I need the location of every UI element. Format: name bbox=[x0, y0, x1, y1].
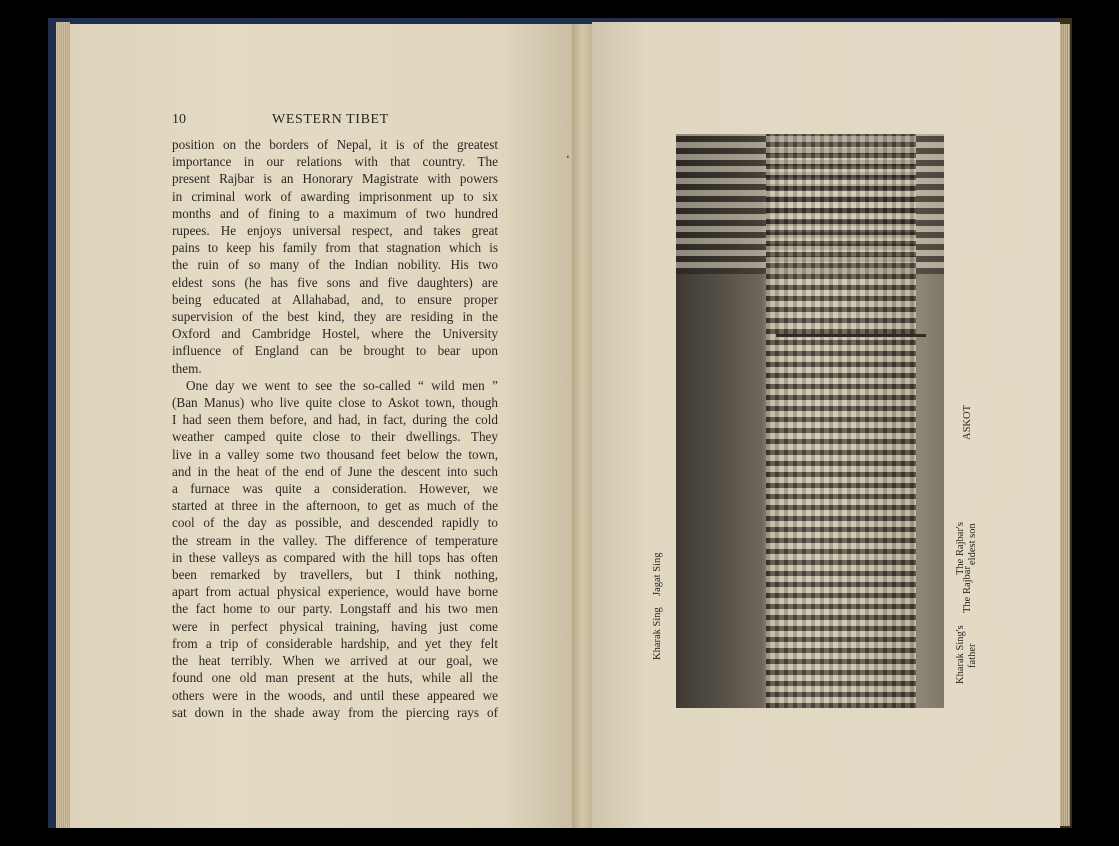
text-line: importance in our relations with that country. The bbox=[172, 154, 498, 170]
photo-crowd bbox=[766, 134, 916, 708]
text-line: found one old man present at the huts, while all the bbox=[172, 670, 498, 686]
text-line: present Rajbar is an Honorary Magistrate with powers bbox=[172, 171, 498, 187]
text-line: months and of fining to a maximum of two hundred bbox=[172, 205, 498, 221]
text-line: influence of England can be brought to bear upon bbox=[172, 343, 498, 359]
text-line: Oxford and Cambridge Hostel, where the University bbox=[172, 326, 498, 342]
page-number: 10 bbox=[172, 112, 186, 127]
text-line: live in a valley some two thousand feet below the town, bbox=[172, 446, 498, 462]
text-line: supervision of the best kind, they are residing in the bbox=[172, 309, 498, 325]
caption-jagat-sing: Jagat Sing bbox=[652, 552, 663, 596]
book-gutter bbox=[572, 24, 594, 828]
text-line: the ruin of so many of the Indian nobility. His two bbox=[172, 257, 498, 273]
text-line: in criminal work of awarding imprisonment up to six bbox=[172, 188, 498, 204]
text-line: been remarked by travellers, but I think nothing, bbox=[172, 567, 498, 583]
text-line: pains to keep his family from that stagnation which is bbox=[172, 240, 498, 256]
text-line: cool of the day as possible, and descended rapidly to bbox=[172, 515, 498, 531]
text-line: eldest sons (he has five sons and five daughters) are bbox=[172, 274, 498, 290]
text-line: them. bbox=[172, 360, 202, 376]
text-line: others were in the woods, and until these appeared we bbox=[172, 687, 498, 703]
page-stack-left bbox=[56, 22, 70, 828]
caption-rajbars-eldest-son-2: eldest son bbox=[967, 523, 978, 565]
text-line: the stream in the valley. The difference of temperature bbox=[172, 532, 498, 548]
text-line: the fact home to our party. Longstaff and his two men bbox=[172, 601, 498, 617]
caption-kharak-sing: Kharak Sing bbox=[652, 607, 663, 660]
text-line: and in the heat of the end of June the descent into such bbox=[172, 463, 498, 479]
caption-rajbars-eldest-son-1: The Rajbar's bbox=[955, 522, 966, 575]
text-line: the heat terribly. When we arrived at our goal, we bbox=[172, 653, 498, 669]
paper-mark: ʻ bbox=[566, 152, 570, 166]
text-line: One day we went to see the so-called “ wild men ” bbox=[186, 377, 498, 393]
text-line: a furnace was quite a consideration. However, we bbox=[172, 481, 498, 497]
text-line: I had seen them before, and had, in fact, during the cold bbox=[172, 412, 498, 428]
text-line: (Ban Manus) who live quite close to Askot town, though bbox=[172, 395, 498, 411]
page-stack-right bbox=[1060, 24, 1070, 826]
caption-kharak-sings-father-2: father bbox=[967, 643, 978, 668]
caption-askot: ASKOT bbox=[962, 404, 973, 440]
text-line: position on the borders of Nepal, it is of the greatest bbox=[172, 137, 498, 152]
text-line: were in perfect physical training, having just come bbox=[172, 618, 498, 634]
text-line: from a trip of considerable hardship, and yet they felt bbox=[172, 635, 498, 651]
caption-the-rajbar: The Rajbar bbox=[962, 566, 973, 613]
group-photograph bbox=[676, 134, 944, 708]
text-line: being educated at Allahabad, and, to ensure proper bbox=[172, 291, 498, 307]
caption-kharak-sings-father-1: Kharak Sing's bbox=[955, 625, 966, 684]
text-line: rupees. He enjoys universal respect, and takes great bbox=[172, 223, 498, 239]
text-line: in these valleys as compared with the hill tops has often bbox=[172, 549, 498, 565]
body-text bbox=[172, 136, 498, 721]
running-head bbox=[172, 112, 498, 132]
text-line: apart from actual physical experience, would have borne bbox=[172, 584, 498, 600]
running-title: WESTERN TIBET bbox=[272, 112, 389, 127]
text-line: started at three in the afternoon, to get as much of the bbox=[172, 498, 498, 514]
text-line: sat down in the shade away from the piercing rays of bbox=[172, 704, 498, 720]
text-line: weather camped quite close to their dwellings. They bbox=[172, 429, 498, 445]
photo-pole bbox=[776, 334, 926, 337]
